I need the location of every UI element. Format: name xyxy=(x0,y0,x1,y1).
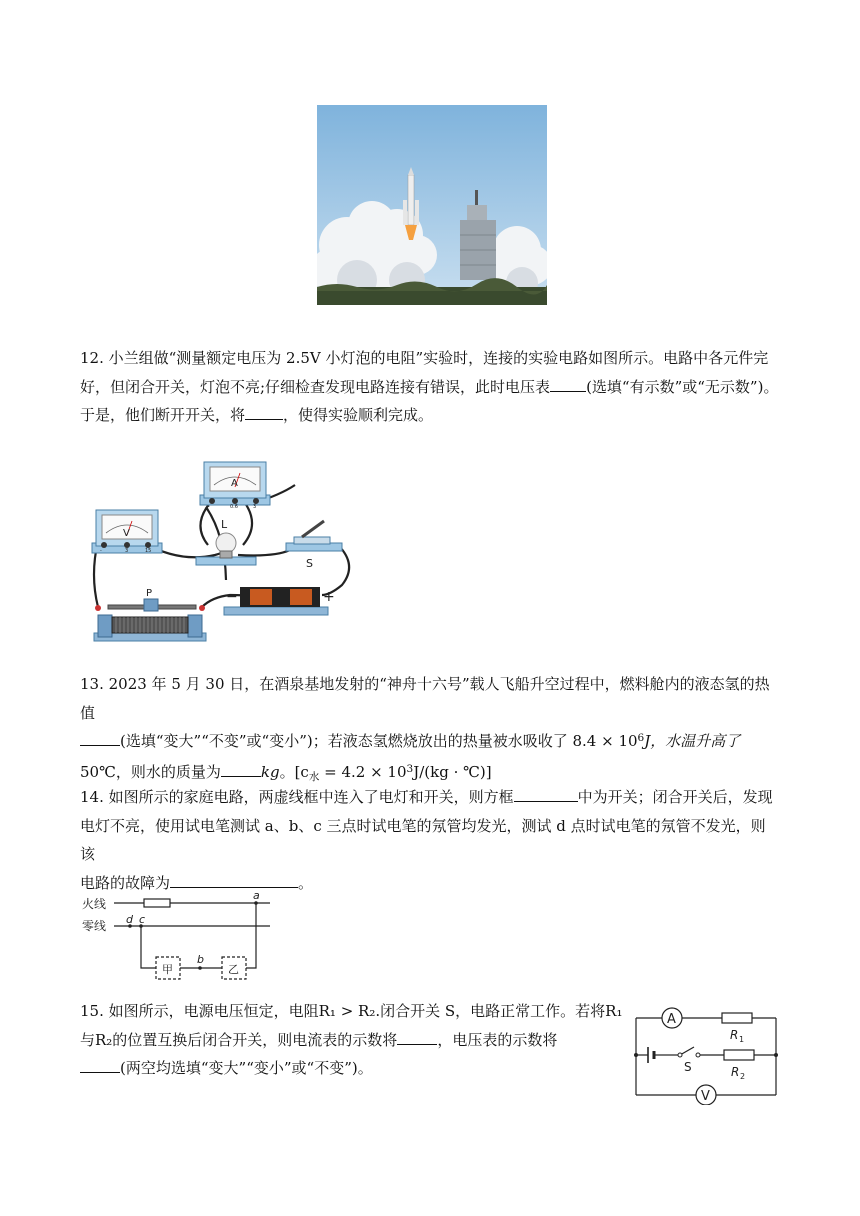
battery xyxy=(224,587,335,615)
q13-line-1: 13. 2023 年 5 月 30 日，在酒泉基地发射的“神舟十六号”载人飞船升空过程中，燃料舱内的液态氢的热值 xyxy=(80,675,770,722)
bulb-label: L xyxy=(221,518,228,531)
q15-voltmeter-label: V xyxy=(701,1089,710,1104)
q15-switch-label: S xyxy=(684,1060,692,1074)
live-wire-label: 火线 xyxy=(82,897,107,911)
switch-label: S xyxy=(306,557,313,570)
amp-terminal-3: 3 xyxy=(253,504,257,510)
q15-line-2: 与R₂的位置互换后闭合开关，则电流表的示数将 ，电压表的示数将 xyxy=(80,1030,558,1049)
question-12 xyxy=(80,344,780,430)
q15-blank-1[interactable] xyxy=(397,1030,437,1045)
ammeter-label: A xyxy=(231,478,238,489)
point-a: a xyxy=(253,890,260,902)
q14-blank-1[interactable] xyxy=(514,787,578,802)
q15-circuit-diagram xyxy=(630,1005,780,1105)
voltmeter-label: V xyxy=(123,528,130,539)
q13-line-3: 50℃，则水的质量为 kg。[$c_水 = 4.2 \times 10^3J/(kg$ · ℃)] xyxy=(80,762,492,783)
q13-line-2: (选填“变大”“不变”或“变小”)；若液态氢燃烧放出的热量被水吸收了 $8.4 \times 10^6J$，水温升高了 xyxy=(80,727,780,758)
amp-terminal-06: 0.6 xyxy=(230,504,238,510)
q14-line-1: 14. 如图所示的家庭电路，两虚线框中连入了电灯和开关，则方框 中为开关；闭合开关后，发现 xyxy=(80,788,773,806)
q14-line-3: 电路的故障为 。 xyxy=(80,873,314,892)
rheostat xyxy=(94,588,206,641)
q14-blank-2[interactable] xyxy=(170,873,298,888)
q13-blank-2[interactable] xyxy=(221,762,261,777)
q15-ammeter-label: A xyxy=(667,1012,676,1027)
q12-blank-2[interactable] xyxy=(245,405,283,420)
box-jia: 甲 xyxy=(162,963,173,976)
q12-line-2: 好，但闭合开关，灯泡不亮;仔细检查发现电路连接有错误，此时电压表 (选填“有示数”或“无示数”)。 xyxy=(80,377,779,396)
rocket-launch-photo xyxy=(317,105,547,305)
box-yi: 乙 xyxy=(228,963,239,976)
r2-label: R xyxy=(731,1065,740,1079)
question-13 xyxy=(80,670,780,788)
q12-line-3: 于是，他们断开开关，将 ，使得实验顺利完成。 xyxy=(80,406,434,424)
q15-line-1: 15. 如图所示，电源电压恒定，电阻R₁ > R₂.闭合开关 S，电路正常工作。若将R₁ xyxy=(80,1002,623,1020)
question-15 xyxy=(80,997,640,1083)
ammeter xyxy=(200,462,270,510)
q15-blank-2[interactable] xyxy=(80,1058,120,1073)
r1-label: R xyxy=(730,1028,739,1042)
amp-terminal-minus: - xyxy=(208,504,210,510)
q13-blank-1[interactable] xyxy=(80,731,120,746)
q14-household-circuit xyxy=(80,890,280,980)
point-c: c xyxy=(139,913,146,926)
r2-subscript: 2 xyxy=(740,1072,746,1081)
r1-subscript: 1 xyxy=(739,1035,745,1044)
volt-terminal-15: 15 xyxy=(145,548,152,554)
q12-blank-1[interactable] xyxy=(550,377,586,392)
question-14 xyxy=(80,783,780,897)
switch xyxy=(286,521,342,570)
q12-circuit-diagram xyxy=(80,455,360,650)
battery-plus: + xyxy=(323,589,335,605)
volt-terminal-minus: - xyxy=(100,548,102,554)
q14-line-2: 电灯不亮，使用试电笔测试 a、b、c 三点时试电笔的氖管均发光，测试 d 点时试电笔的氖管不发光，则该 xyxy=(80,816,766,863)
voltmeter xyxy=(92,510,162,554)
point-d: d xyxy=(126,913,133,926)
volt-terminal-3: 3 xyxy=(125,548,129,554)
q12-line-1: 12. 小兰组做“测量额定电压为 2.5V 小灯泡的电阻”实验时，连接的实验电路如图所示。电路中各元件完 xyxy=(80,349,769,367)
neutral-wire-label: 零线 xyxy=(82,919,107,933)
battery-minus: − xyxy=(226,589,238,605)
point-b: b xyxy=(197,953,204,966)
q15-line-3: (两空均选填“变大”“变小”或“不变”)。 xyxy=(80,1054,640,1083)
slider-label: P xyxy=(146,588,153,599)
